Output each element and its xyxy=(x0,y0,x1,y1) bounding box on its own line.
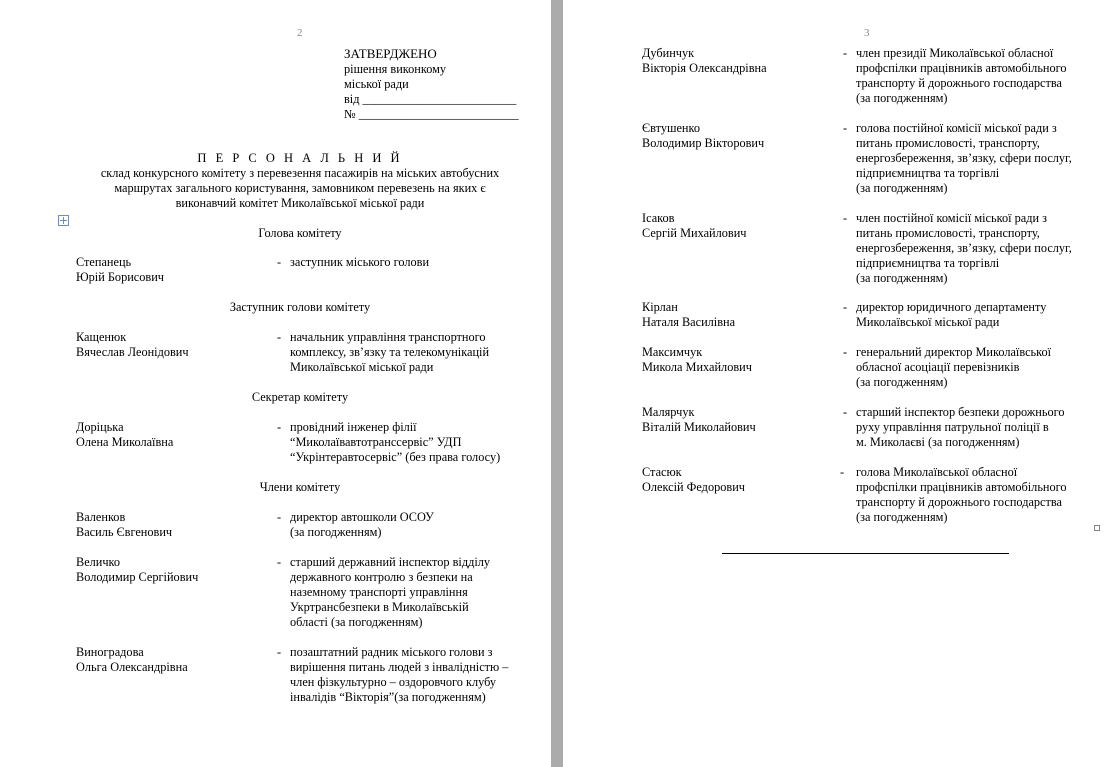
member-surname: Кірлан xyxy=(642,300,678,314)
member-role-line: державного контролю з безпеки на xyxy=(290,570,473,584)
subtitle-line: маршрутах загального користування, замовником перевезень на яких є xyxy=(114,181,486,195)
member-surname: Кащенюк xyxy=(76,330,127,344)
member-role-line: наземному транспорті управління xyxy=(290,585,468,599)
page-number: 3 xyxy=(864,27,870,39)
member-given-name: Юрій Борисович xyxy=(76,270,164,284)
approval-heading: ЗАТВЕРДЖЕНО xyxy=(344,46,437,61)
member-role-line: області (за погодженням) xyxy=(290,615,423,629)
table-move-handle-icon[interactable] xyxy=(58,215,69,226)
member-given-name: Вячеслав Леонідович xyxy=(76,345,189,359)
member-role-line: питань промисловості, транспорту, xyxy=(856,136,1040,150)
member-role-line: (за погодженням) xyxy=(856,91,948,105)
member-role-line: питань промисловості, транспорту, xyxy=(856,226,1040,240)
document-page-3 xyxy=(563,0,1110,767)
member-surname: Дубинчук xyxy=(642,46,695,60)
member-given-name: Сергій Михайлович xyxy=(642,226,747,240)
dash-separator: - xyxy=(277,420,282,434)
member-surname: Виноградова xyxy=(76,645,144,659)
member-role-line: руху управління патрульної поліції в xyxy=(856,420,1049,434)
approval-line: міської ради xyxy=(344,77,409,91)
table-end-marker xyxy=(1094,525,1100,531)
member-role-line: Укртрансбезпеки в Миколаївській xyxy=(290,600,469,614)
member-role-line: Миколаївської міської ради xyxy=(290,360,434,374)
member-role-line: старший інспектор безпеки дорожнього xyxy=(856,405,1065,419)
member-role-line: член фізкультурно – оздоровчого клубу xyxy=(290,675,497,689)
approval-date-line: від _________________________ xyxy=(344,92,517,106)
closing-rule xyxy=(722,553,1009,554)
document-page-2 xyxy=(0,0,551,767)
member-role-line: голова постійної комісії міської ради з xyxy=(856,121,1057,135)
member-surname: Максимчук xyxy=(642,345,703,359)
member-surname: Доріцька xyxy=(76,420,124,434)
member-role-line: (за погодженням) xyxy=(856,271,948,285)
member-surname: Величко xyxy=(76,555,121,569)
member-role-line: вирішення питань людей з інвалідністю – xyxy=(290,660,509,674)
section-heading-head: Голова комітету xyxy=(258,226,342,240)
member-role-line: директор юридичного департаменту xyxy=(856,300,1047,314)
dash-separator: - xyxy=(840,465,845,479)
member-role-line: (за погодженням) xyxy=(856,510,948,524)
dash-separator: - xyxy=(843,121,848,135)
member-given-name: Вікторія Олександрівна xyxy=(642,61,767,75)
member-role-line: член президії Миколаївської обласної xyxy=(856,46,1054,60)
dash-separator: - xyxy=(277,255,282,269)
member-given-name: Олексій Федорович xyxy=(642,480,745,494)
section-heading-deputy: Заступник голови комітету xyxy=(229,300,371,314)
subtitle-line: склад конкурсного комітету з перевезення пасажирів на міських автобусних xyxy=(100,166,500,180)
member-surname: Євтушенко xyxy=(642,121,700,135)
member-role-line: профспілки працівників автомобільного xyxy=(856,61,1067,75)
member-surname: Малярчук xyxy=(642,405,695,419)
member-role-line: “Укрінтеравтосервіс” (без права голосу) xyxy=(290,450,501,464)
dash-separator: - xyxy=(843,345,848,359)
member-role-line: провідний інженер філії xyxy=(290,420,417,434)
member-given-name: Микола Михайлович xyxy=(642,360,752,374)
member-given-name: Олена Миколаївна xyxy=(76,435,174,449)
dash-separator: - xyxy=(277,510,282,524)
member-given-name: Володимир Вікторович xyxy=(642,136,765,150)
member-surname: Стасюк xyxy=(642,465,682,479)
member-given-name: Ольга Олександрівна xyxy=(76,660,188,674)
member-given-name: Наталя Василівна xyxy=(642,315,736,329)
approval-line: рішення виконкому xyxy=(344,62,447,76)
member-role-line: інвалідів “Вікторія”(за погодженням) xyxy=(290,690,486,704)
dash-separator: - xyxy=(843,46,848,60)
section-heading-secretary: Секретар комітету xyxy=(251,390,349,404)
member-role-line: (за погодженням) xyxy=(856,181,948,195)
member-role-line: генеральний директор Миколаївської xyxy=(856,345,1052,359)
subtitle-line: виконавчий комітет Миколаївської міської ради xyxy=(175,196,425,210)
member-role-line: підприємництва та торгівлі xyxy=(856,256,1000,270)
member-role-line: позаштатний радник міського голови з xyxy=(290,645,493,659)
member-role-line: профспілки працівників автомобільного xyxy=(856,480,1067,494)
member-role-line: член постійної комісії міської ради з xyxy=(856,211,1047,225)
member-role-line: підприємництва та торгівлі xyxy=(856,166,1000,180)
member-role-line: транспорту й дорожнього господарства xyxy=(856,76,1062,90)
dash-separator: - xyxy=(277,330,282,344)
member-surname: Степанець xyxy=(76,255,132,269)
member-given-name: Віталій Миколайович xyxy=(642,420,756,434)
member-role-line: голова Миколаївської обласної xyxy=(856,465,1018,479)
dash-separator: - xyxy=(277,555,282,569)
member-role-line: енергозбереження, зв’язку, сфери послуг, xyxy=(856,151,1072,165)
member-role-line: транспорту й дорожнього господарства xyxy=(856,495,1062,509)
member-role-line: директор автошколи ОСОУ xyxy=(290,510,434,524)
member-role-line: енергозбереження, зв’язку, сфери послуг, xyxy=(856,241,1072,255)
member-role-line: старший державний інспектор відділу xyxy=(290,555,491,569)
member-role-line: Миколаївської міської ради xyxy=(856,315,1000,329)
member-given-name: Володимир Сергійович xyxy=(76,570,199,584)
member-role-line: (за погодженням) xyxy=(290,525,382,539)
member-role-line: заступник міського голови xyxy=(290,255,430,269)
section-heading-members: Члени комітету xyxy=(259,480,341,494)
member-surname: Валенков xyxy=(76,510,126,524)
page-number: 2 xyxy=(297,27,303,39)
dash-separator: - xyxy=(277,645,282,659)
document-title: П Е Р С О Н А Л Ь Н И Й xyxy=(197,151,403,165)
member-role-line: (за погодженням) xyxy=(856,375,948,389)
member-role-line: обласної асоціації перевізників xyxy=(856,360,1020,374)
approval-number-line: № __________________________ xyxy=(344,107,519,121)
member-role-line: начальник управління транспортного xyxy=(290,330,486,344)
member-surname: Ісаков xyxy=(642,211,675,225)
dash-separator: - xyxy=(843,405,848,419)
member-role-line: комплексу, зв’язку та телекомунікацій xyxy=(290,345,490,359)
member-role-line: “Миколаївавтотранссервіс” УДП xyxy=(290,435,462,449)
dash-separator: - xyxy=(843,211,848,225)
member-role-line: м. Миколаєві (за погодженням) xyxy=(856,435,1020,449)
member-given-name: Василь Євгенович xyxy=(76,525,173,539)
dash-separator: - xyxy=(843,300,848,314)
